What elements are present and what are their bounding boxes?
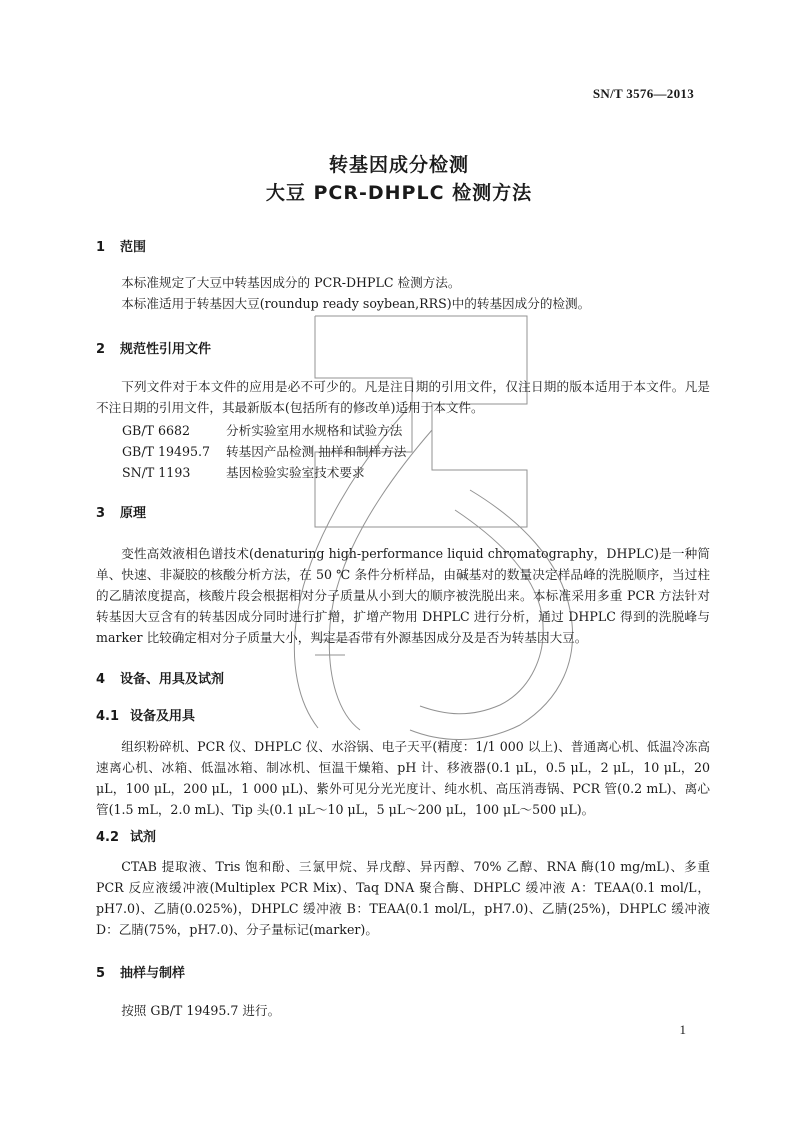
reference-code: GB/T 19495.7 — [122, 444, 211, 459]
section-title: 原理 — [120, 506, 147, 521]
subsection-number: 4.2 — [96, 830, 120, 845]
reference-title: 分析实验室用水规格和试验方法 — [226, 423, 403, 438]
section-5-heading — [96, 962, 185, 981]
paragraph: 按照 GB/T 19495.7 进行。 — [121, 1003, 281, 1018]
section-number: 2 — [96, 342, 106, 357]
subsection-title: 设备及用具 — [130, 709, 196, 724]
section-3-heading — [96, 502, 146, 521]
paragraph: CTAB 提取液、Tris 饱和酚、三氯甲烷、异戊醇、异丙醇、70% 乙醇、RNA 酶(10 mg/mL)、多重 PCR 反应液缓冲液(Multiplex PCR Mix)、Taq DNA 聚合酶、DHPLC 缓冲液 A：TEAA(0.1 mol/L，pH7.0)、乙腈(0.025%)，DHPLC 缓冲液 B：TEAA(0.1 mol/L，pH7.0)、乙腈(25%)，DHPLC 缓冲液 D：乙腈(75%，pH7.0)、分子量标记(marker)。 — [96, 859, 710, 937]
doc-title-line1: 转基因成分检测 — [328, 154, 469, 176]
reference-item — [122, 441, 406, 460]
reference-code: GB/T 6682 — [122, 423, 191, 438]
section-number: 3 — [96, 506, 106, 521]
paragraph: 组织粉碎机、PCR 仪、DHPLC 仪、水浴锅、电子天平(精度：1/1 000 以上)、普通离心机、低温冷冻高速离心机、冰箱、低温冰箱、制冰机、恒温干燥箱、pH 计、移液器(0.1 μL，0.5 μL，2 μL，10 μL，20 μL，100 μL，200 μL，1 000 μL)、紫外可见分光光度计、纯水机、高压消毒锅、PCR 管(0.2 mL)、离心管(1.5 mL，2.0 mL)、Tip 头(0.1 μL～10 μL，5 μL～200 μL，100 μL～500 μL)。 — [96, 739, 710, 817]
section-2-heading — [96, 338, 211, 357]
paragraph: 本标准适用于转基因大豆(roundup ready soybean,RRS)中的转基因成分的检测。 — [121, 296, 591, 311]
section-title: 设备、用具及试剂 — [120, 672, 225, 687]
subsection-4-1-heading — [96, 705, 195, 724]
doc-title-line2: 大豆 PCR-DHPLC 检测方法 — [265, 182, 533, 204]
reference-title: 基因检验实验室技术要求 — [226, 465, 365, 480]
section-number: 1 — [96, 240, 106, 255]
subsection-number: 4.1 — [96, 709, 120, 724]
reference-item — [122, 462, 365, 481]
section-title: 范围 — [120, 240, 147, 255]
section-number: 4 — [96, 672, 106, 687]
section-title: 规范性引用文件 — [120, 342, 212, 357]
paragraph: 本标准规定了大豆中转基因成分的 PCR-DHPLC 检测方法。 — [121, 275, 461, 290]
subsection-title: 试剂 — [130, 830, 157, 845]
reference-code: SN/T 1193 — [122, 465, 191, 480]
paragraph: 下列文件对于本文件的应用是必不可少的。凡是注日期的引用文件，仅注日期的版本适用于本文件。凡是不注日期的引用文件，其最新版本(包括所有的修改单)适用于本文件。 — [96, 379, 710, 415]
section-1-heading — [96, 236, 146, 255]
reference-title: 转基因产品检测 抽样和制样方法 — [226, 444, 407, 459]
reference-item — [122, 420, 402, 439]
section-4-heading — [96, 668, 224, 687]
section-number: 5 — [96, 966, 106, 981]
section-title: 抽样与制样 — [120, 966, 186, 981]
page-number: 1 — [679, 1022, 686, 1037]
paragraph: 变性高效液相色谱技术(denaturing high-performance liquid chromatography，DHPLC)是一种简单、快速、非凝胶的核酸分析方法，在 50 ℃ 条件分析样品，由碱基对的数量决定样品峰的洗脱顺序，当过柱的乙腈浓度提高，核酸片段会根据相对分子质量从小到大的顺序被洗脱出来。本标准采用多重 PCR 方法针对转基因大豆含有的转基因成分同时进行扩增，扩增产物用 DHPLC 进行分析，通过 DHPLC 得到的洗脱峰与 marker 比较确定相对分子质量大小，判定是否带有外源基因成分及是否为转基因大豆。 — [96, 546, 710, 645]
standard-number: SN/T 3576—2013 — [592, 86, 694, 101]
subsection-4-2-heading — [96, 826, 156, 845]
